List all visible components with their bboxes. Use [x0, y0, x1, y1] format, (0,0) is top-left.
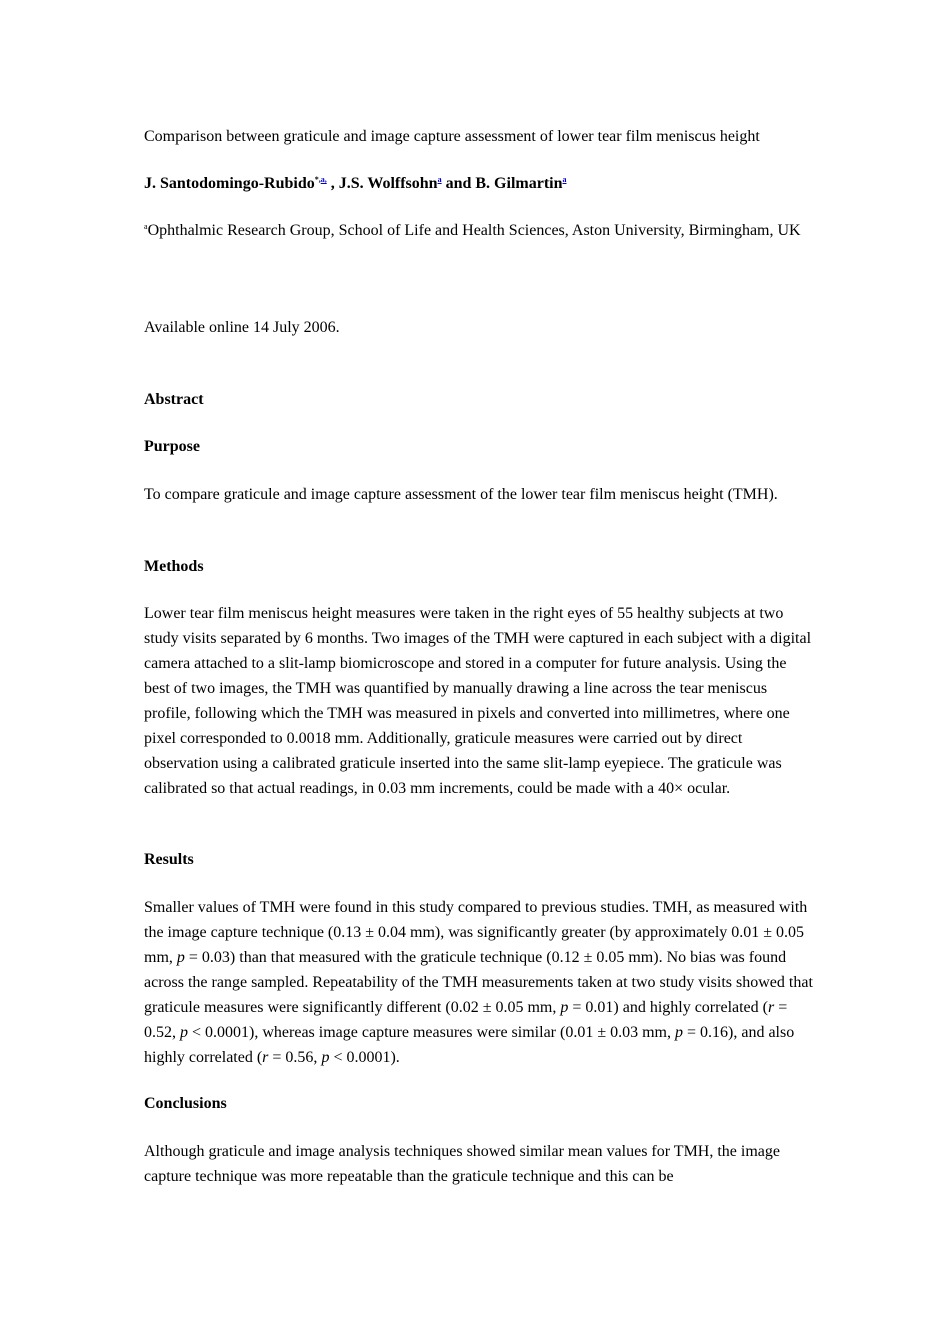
results-heading: Results [144, 851, 194, 868]
affiliation-text: Ophthalmic Research Group, School of Life and Health Sciences, Aston University, Birmingham, UK [147, 222, 801, 239]
affiliation-link-a3[interactable]: a [562, 175, 567, 184]
author-comma: , [318, 175, 321, 184]
results-segment: = 0.56, [268, 1049, 322, 1066]
availability-date: Available online 14 July 2006. [144, 319, 340, 336]
r-symbol: r [262, 1049, 269, 1066]
results-segment: < 0.0001), whereas image capture measures were similar (0.01 ± 0.03 mm, [188, 1024, 675, 1041]
p-symbol: p [560, 999, 569, 1016]
results-segment: = 0.16), and also highly correlated ( [144, 1024, 795, 1066]
affiliation-link-a1[interactable]: a, [320, 175, 327, 184]
corresponding-author-marker: * [314, 175, 319, 184]
author-separator: , [326, 175, 339, 192]
p-symbol: p [675, 1024, 683, 1041]
author-separator: and [441, 175, 476, 192]
results-text [144, 895, 814, 1070]
conclusions-heading: Conclusions [144, 1095, 227, 1112]
results-segment: = 0.03) than that measured with the graticule technique (0.12 ± 0.05 mm). No bias was found across the range sampled. Repeatability of the TMH measurements taken at two study visits showed that graticule measures were significantly different (0.02 ± 0.05 mm, [144, 949, 813, 1016]
author-gilmartin: B. Gilmartin [475, 175, 563, 192]
article-title: Comparison between graticule and image capture assessment of lower tear film meniscus height [144, 128, 760, 145]
conclusions-text: Although graticule and image analysis techniques showed similar mean values for TMH, the image capture technique was more repeatable than the graticule technique and this can be [144, 1143, 780, 1185]
author-line [144, 171, 814, 196]
author-santodomingo: J. Santodomingo-Rubido [144, 175, 315, 192]
p-symbol: p [176, 949, 185, 966]
p-symbol: p [180, 1024, 188, 1041]
results-segment: < 0.0001). [329, 1049, 400, 1066]
results-segment: Smaller values of TMH were found in this study compared to previous studies. TMH, as measured with the image capture technique (0.13 ± 0.04 mm), was significantly greater (by approximately 0.01 ± 0.05 mm, [144, 899, 808, 966]
affiliation [144, 218, 814, 243]
purpose-text: To compare graticule and image capture assessment of the lower tear film meniscus height (TMH). [144, 486, 778, 503]
affiliation-link-a2[interactable]: a [437, 175, 442, 184]
abstract-heading: Abstract [144, 391, 204, 408]
affiliation-marker: a [144, 222, 148, 231]
methods-heading: Methods [144, 558, 204, 575]
p-symbol: p [321, 1049, 330, 1066]
methods-text: Lower tear film meniscus height measures were taken in the right eyes of 55 healthy subjects at two study visits separated by 6 months. Two images of the TMH were captured in each subject with a digital camera attached to a slit-lamp biomicroscope and stored in a computer for future analysis. Using the best of two images, the TMH was quantified by manually drawing a line across the tear meniscus profile, following which the TMH was measured in pixels and converted into millimetres, where one pixel corresponded to 0.0018 mm. Additionally, graticule measures were carried out by direct observation using a calibrated graticule inserted into the same slit-lamp eyepiece. The graticule was calibrated so that actual readings, in 0.03 mm increments, could be made with a 40× ocular. [144, 605, 812, 797]
purpose-heading: Purpose [144, 438, 200, 455]
r-symbol: r [767, 999, 775, 1016]
results-segment: = 0.52, [144, 999, 788, 1041]
results-segment: = 0.01) and highly correlated ( [568, 999, 768, 1016]
author-wolffsohn: J.S. Wolffsohn [338, 175, 438, 192]
